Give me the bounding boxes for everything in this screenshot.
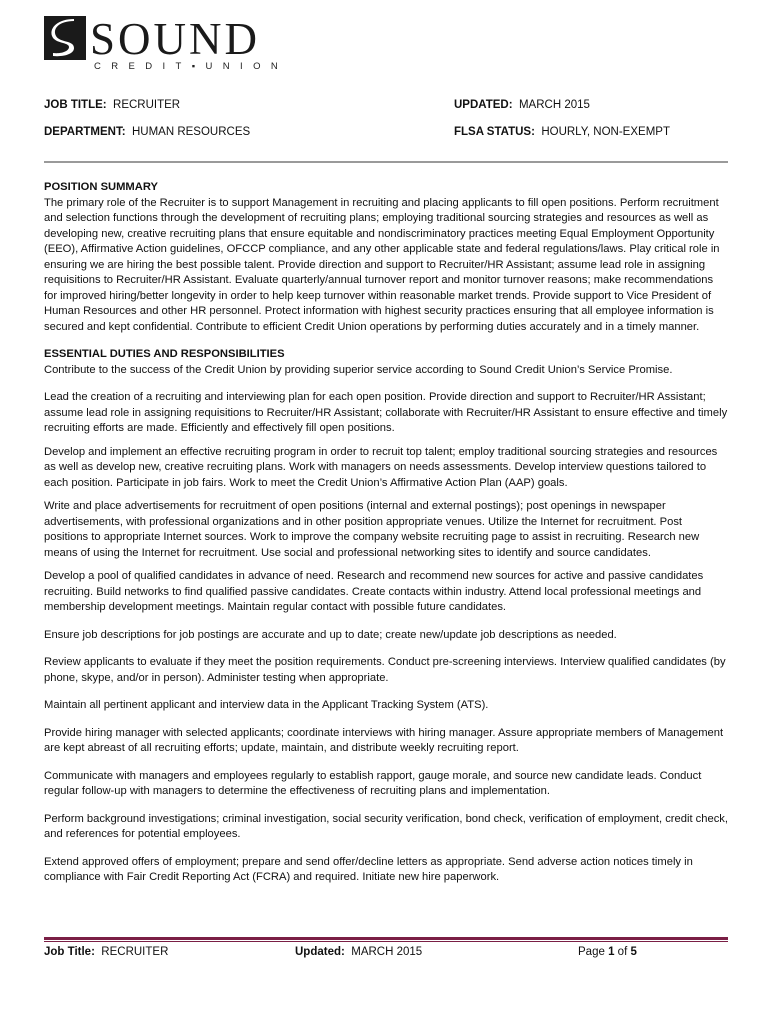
updated-field — [454, 99, 590, 111]
of-word: of — [617, 946, 628, 958]
duties-intro: Contribute to the success of the Credit Union by providing superior service according to Sound Credit Union’s Service Promise. — [44, 363, 673, 376]
duty-item: Maintain all pertinent applicant and interview data in the Applicant Tracking System (ATS). — [44, 699, 489, 711]
footer-divider-thick — [44, 937, 728, 940]
flsa-label: FLSA STATUS: — [454, 126, 535, 138]
department-value: HUMAN RESOURCES — [131, 126, 251, 138]
footer-updated — [295, 946, 422, 958]
job-title-value: RECRUITER — [113, 99, 181, 111]
department-field — [44, 126, 250, 138]
duty-item: Provide hiring manager with selected applicants; coordinate interviews with hiring manager. Assure appropriate members of Management are kept abreast of all recruiting efforts; update, maintain, and distribute weekly recruiting report. — [44, 726, 724, 754]
footer-updated-label: Updated: — [295, 946, 345, 958]
duty-item: Write and place advertisements for recruitment of open positions (internal and external postings); post openings in newspaper advertisements, with professional organizations and in other position appropriate venues. Utilize the Internet for recruitment. Post positions to appropriate Internet sources. Work to improve the company website recruiting page to assist in recruiting. Research new means of using the Internet for recruitment. Use social and professional networking sites to identify and source candidates. — [44, 500, 700, 559]
footer-divider-thin — [44, 941, 728, 942]
footer-job-title-value: RECRUITER — [101, 946, 169, 958]
logo-subtitle: CREDIT▪UNION — [94, 61, 289, 72]
position-summary-text: The primary role of the Recruiter is to support Management in recruiting and placing applicants to fill open positions. Perform recruitment and selection functions through the development of recruiting plans; employing traditional sourcing strategies and resources as well as developing new, creative recruiting plans that ensure equitable and nondiscriminatory practices meeting Equal Employment Opportunity (EEO), Affirmative Action guidelines, OFCCP compliance, and any other applicable state and federal regulations/laws. Play critical role in ensuring we are hiring the best possible talent. Provide direction and support to Recruiter/HR Assistant; assume lead role in assigning requisitions to Recruiter/HR Assistant. Evaluate quarterly/annual turnover report and monitor turnover reasons; make recommendations for improved hiring/better longevity in order to help keep turnover within reasonable market trends. Provide support to Vice President of Human Resources and other HR personnel. Protect information with highest security practices ensuring that all employee information is secured and kept confidential. Contribute to efficient Credit Union operations by performing duties accurately and in a timely manner. — [44, 196, 720, 333]
footer-updated-value: MARCH 2015 — [351, 946, 423, 958]
page-number — [578, 946, 637, 958]
logo-wordmark: SOUND — [90, 14, 261, 64]
duty-item: Develop a pool of qualified candidates in advance of need. Research and recommend new sources for active and passive candidates recruiting. Build networks to find qualified passive candidates. Create contacts within industry. Attend local professional meetings and membership development meetings. Maintain regular contact with possible future candidates. — [44, 570, 704, 613]
footer-job-title — [44, 946, 168, 958]
page-current: 1 — [608, 946, 615, 958]
duty-item: Review applicants to evaluate if they meet the position requirements. Conduct pre-screening interviews. Interview qualified candidates (by phone, skype, and/or in person). Administer testing when appropriate. — [44, 656, 726, 684]
duty-item: Extend approved offers of employment; prepare and send offer/decline letters as appropriate. Send adverse action notices timely in compliance with Fair Credit Reporting Act (FCRA) and required. Initiate new hire paperwork. — [44, 855, 693, 883]
flsa-value: HOURLY, NON-EXEMPT — [541, 126, 670, 138]
position-summary-heading: POSITION SUMMARY — [44, 181, 158, 193]
flsa-field — [454, 126, 670, 138]
header-divider — [44, 161, 728, 163]
updated-value: MARCH 2015 — [518, 99, 590, 111]
footer-job-title-label: Job Title: — [44, 946, 95, 958]
duty-item: Ensure job descriptions for job postings are accurate and up to date; create new/update job descriptions as needed. — [44, 628, 617, 641]
duties-heading: ESSENTIAL DUTIES AND RESPONSIBILITIES — [44, 348, 285, 360]
duty-item: Communicate with managers and employees regularly to establish rapport, gauge morale, and source new candidate leads. Conduct regular follow-up with managers to determine the effectiveness of recruiting plans and implementation. — [44, 769, 702, 797]
department-label: DEPARTMENT: — [44, 126, 126, 138]
page-total: 5 — [630, 946, 637, 958]
updated-label: UPDATED: — [454, 99, 513, 111]
duty-item: Develop and implement an effective recruiting program in order to recruit top talent; employ traditional sourcing strategies and resources as well as develop new, creative recruiting plans. Work with managers on needs assessments. Develop interview questions tailored to each position. Participate in job fairs. Work to meet the Credit Union’s Affirmative Action Plan (AAP) goals. — [44, 445, 718, 489]
duty-item: Perform background investigations; criminal investigation, social security verification, bond check, verification of employment, credit check, and references for potential employees. — [44, 812, 728, 840]
page-word: Page — [578, 946, 605, 958]
sound-credit-union-logo — [44, 14, 289, 74]
job-title-field — [44, 99, 180, 111]
logo-s-mark-icon — [44, 16, 86, 60]
job-title-label: JOB TITLE: — [44, 99, 107, 111]
document-body — [44, 180, 728, 886]
duty-item: Lead the creation of a recruiting and interviewing plan for each open position. Provide direction and support to Recruiter/HR Assistant; assume lead role in assigning requisitions to Recruiter/HR Assistant; collaborate with Recruiter/HR Assistant to ensure effective and timely recruiting efforts are made. Efficiently and effectively fill open positions. — [44, 391, 728, 434]
